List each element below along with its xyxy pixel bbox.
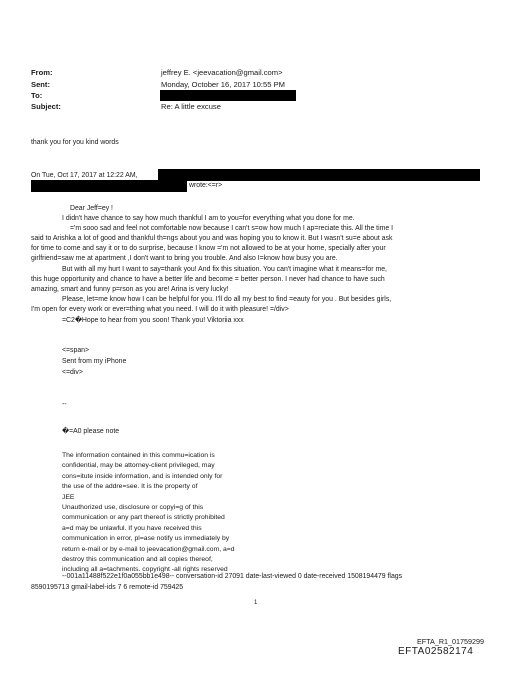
from-value: jeffrey E. <jeevacation@gmail.com>	[161, 68, 283, 77]
please-note: �=A0 please note	[62, 428, 120, 435]
efta-small-id: EFTA_R1_01759299	[417, 637, 484, 646]
from-label: From:	[31, 68, 53, 77]
disclaimer-line: including all a=tachments. copyright -all rights reserved	[62, 566, 228, 574]
quote-wrote-text: wrote:<=r>	[189, 182, 223, 189]
disclaimer-line: destroy this communication and all copies thereof,	[62, 556, 213, 564]
body-line: girlfriend=saw me at apartment ,I don't want to bring you trouble. And also I=know how busy you are.	[31, 255, 338, 262]
disclaimer-line: a=d may be unlawful. If you have received this	[62, 524, 202, 532]
to-label: To:	[31, 91, 43, 100]
disclaimer-line: return e-mail or by e-mail to jeevacation@gmail.com, a=d	[62, 545, 235, 553]
disclaimer-line: the use of the addre=see. It is the property of	[62, 483, 198, 491]
body-line: Dear Jeff=ey !	[70, 205, 113, 212]
body-line: ='m sooo sad and feel not comfortable now because I can't s=ow how much I ap=reciate this. All the time I	[70, 225, 394, 232]
subject-label: Subject:	[31, 102, 61, 111]
body-line: But with all my hurt I want to say=thank you! And fix this situation. You can't imagine what it means=for me,	[62, 266, 387, 273]
efta-large-id: EFTA02582174	[398, 646, 474, 657]
signature-line: <=span>	[62, 347, 90, 354]
signature-line: <=div>	[62, 369, 83, 376]
disclaimer-line: communication in error, pl=ase notify us immediately by	[62, 535, 230, 543]
body-line: amazing, smart and funny p=rson as you are! Arina is very lucky!	[31, 286, 229, 293]
to-redaction	[160, 90, 296, 101]
body-line: said to Arishka a lot of good and thankful th=ngs about you and was hoping you to know it. But I wasn't su=e about ask	[31, 235, 393, 242]
meta-line: --001a11488f522e1f0a055bb1e498-- conversation-id 27091 date-last-viewed 0 date-received 1508194479 flags	[62, 573, 403, 580]
sender-redaction-1	[158, 169, 480, 181]
disclaimer-line: The information contained in this commu=ication is	[62, 452, 215, 459]
disclaimer-line: communication or any part thereof is strictly prohibited	[62, 514, 225, 522]
body-line: =C2�Hope to hear from you soon! Thank you! Viktoriia xxx	[62, 317, 244, 324]
body-line: this huge opportunity and chance to have a better life and become = better person. I never had chance to have such	[31, 276, 385, 283]
body-line: I didn't have chance to say how much thankful I am to you=for everything what you done for me.	[62, 215, 355, 222]
separator: --	[62, 401, 67, 408]
disclaimer	[62, 451, 235, 576]
subject-value: Re: A little excuse	[161, 102, 221, 111]
body-line: I'm open for every work or ever=thing what you need. I will do it with pleasure! =/div>	[31, 306, 289, 313]
body-line: for time to come and say it or to do surprise, because I know ='m not allowed to be at your home, specially after your	[31, 245, 386, 252]
sender-redaction-2	[31, 180, 187, 192]
reply-text: thank you for you kind words	[31, 139, 119, 146]
disclaimer-line: Unauthorized use, disclosure or copyi=g of this	[62, 504, 204, 512]
disclaimer-line: confidential, may be attorney-client privileged, may	[62, 462, 215, 470]
sent-value: Monday, October 16, 2017 10:55 PM	[161, 80, 285, 89]
sent-label: Sent:	[31, 80, 50, 89]
disclaimer-line: JEE	[62, 493, 75, 501]
signature-line: Sent from my iPhone	[62, 358, 127, 365]
page-number: 1	[254, 600, 258, 606]
disclaimer-line: cons=itute inside information, and is intended only for	[62, 472, 223, 480]
meta-line: 8590195713 gmail-label-ids 7 6 remote-id 759425	[31, 584, 184, 591]
body-line: Please, let=me know how I can be helpful for you. I'll do all my best to find =eauty for you . But besides girls,	[62, 296, 392, 303]
quote-on-text: On Tue, Oct 17, 2017 at 12:22 AM,	[31, 172, 138, 179]
